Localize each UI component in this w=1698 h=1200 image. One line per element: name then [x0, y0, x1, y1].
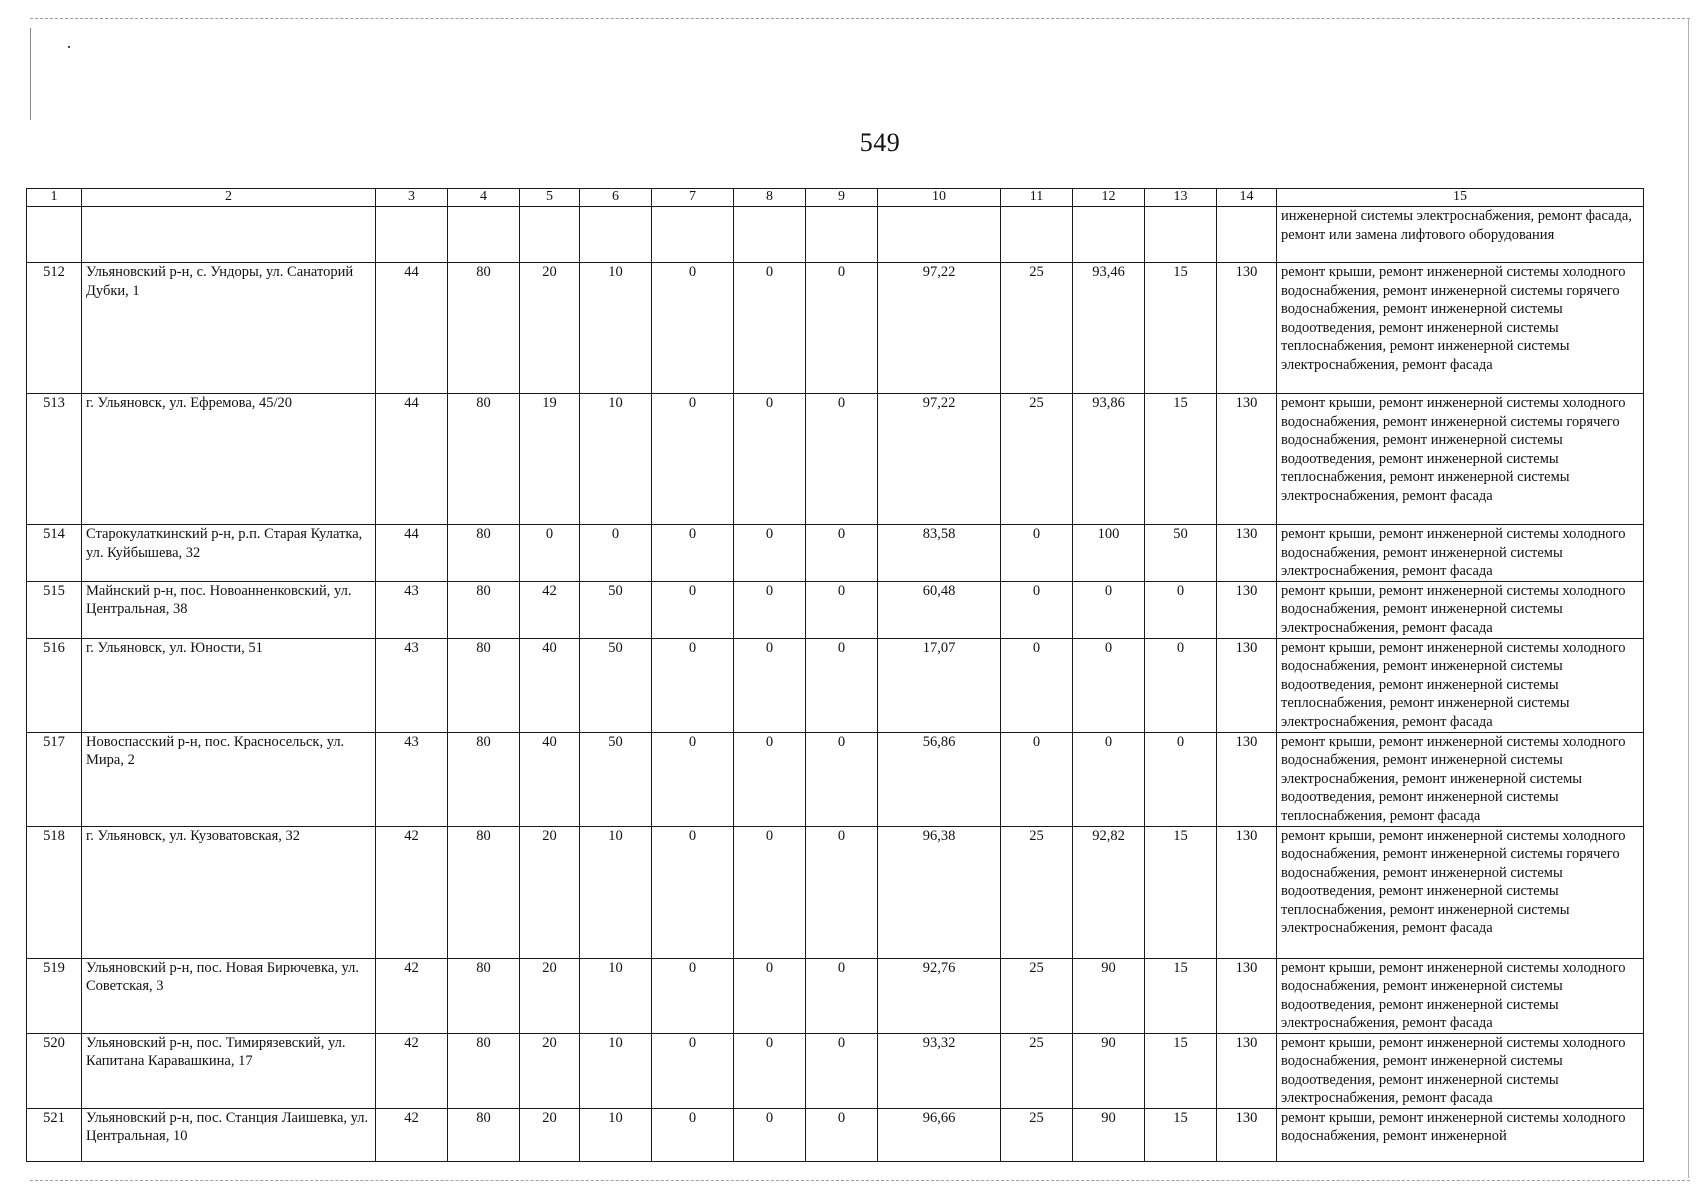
cell-col-3: 42 — [376, 1108, 448, 1161]
cell-col-3: 44 — [376, 525, 448, 582]
cell-col-8: 0 — [734, 525, 806, 582]
cell-col-9: 0 — [806, 1033, 878, 1108]
cell-col-13 — [1145, 207, 1217, 263]
cell-col-14: 130 — [1217, 581, 1277, 638]
cell-col-11: 0 — [1001, 581, 1073, 638]
cell-col-4: 80 — [448, 958, 520, 1033]
cell-col-8: 0 — [734, 581, 806, 638]
cell-col-9: 0 — [806, 958, 878, 1033]
house-address: Ульяновский р-н, с. Ундоры, ул. Санаторий Дубки, 1 — [82, 263, 376, 394]
column-header: 13 — [1145, 189, 1217, 207]
cell-col-10: 97,22 — [878, 263, 1001, 394]
row-number: 517 — [27, 732, 82, 826]
row-number: 513 — [27, 394, 82, 525]
column-header: 14 — [1217, 189, 1277, 207]
cell-col-11: 0 — [1001, 525, 1073, 582]
cell-col-5: 0 — [520, 525, 580, 582]
cell-col-4: 80 — [448, 263, 520, 394]
cell-col-9 — [806, 207, 878, 263]
cell-col-6: 10 — [580, 826, 652, 958]
cell-col-7 — [652, 207, 734, 263]
cell-col-12: 90 — [1073, 1108, 1145, 1161]
column-header: 8 — [734, 189, 806, 207]
repair-works: ремонт крыши, ремонт инженерной системы холодного водоснабжения, ремонт инженерной системы водоотведения, ремонт инженерной системы электроснабжения, ремонт фасада — [1277, 1033, 1644, 1108]
table-row — [27, 958, 1644, 1033]
cell-col-6: 50 — [580, 732, 652, 826]
cell-col-10: 83,58 — [878, 525, 1001, 582]
cell-col-3 — [376, 207, 448, 263]
column-header: 9 — [806, 189, 878, 207]
cell-col-10: 97,22 — [878, 394, 1001, 525]
cell-col-14: 130 — [1217, 525, 1277, 582]
column-number-row — [27, 189, 1644, 207]
row-number: 518 — [27, 826, 82, 958]
cell-col-6: 10 — [580, 1033, 652, 1108]
cell-col-10: 96,66 — [878, 1108, 1001, 1161]
cell-col-12: 0 — [1073, 732, 1145, 826]
cell-col-8: 0 — [734, 263, 806, 394]
cell-col-5: 20 — [520, 1108, 580, 1161]
row-number — [27, 207, 82, 263]
table-row — [27, 1108, 1644, 1161]
cell-col-11: 25 — [1001, 1108, 1073, 1161]
cell-col-4: 80 — [448, 581, 520, 638]
cell-col-7: 0 — [652, 263, 734, 394]
house-address: Майнский р-н, пос. Новоанненковский, ул. Центральная, 38 — [82, 581, 376, 638]
cell-col-7: 0 — [652, 826, 734, 958]
cell-col-12: 100 — [1073, 525, 1145, 582]
cell-col-8: 0 — [734, 826, 806, 958]
column-header: 6 — [580, 189, 652, 207]
house-address: г. Ульяновск, ул. Кузоватовская, 32 — [82, 826, 376, 958]
cell-col-5: 19 — [520, 394, 580, 525]
cell-col-11: 25 — [1001, 394, 1073, 525]
cell-col-7: 0 — [652, 1108, 734, 1161]
table-row — [27, 581, 1644, 638]
table-row — [27, 638, 1644, 732]
cell-col-6: 50 — [580, 638, 652, 732]
cell-col-11: 25 — [1001, 958, 1073, 1033]
table-row — [27, 732, 1644, 826]
scan-edge-bottom — [30, 1180, 1690, 1181]
table-row — [27, 1033, 1644, 1108]
house-address: Ульяновский р-н, пос. Тимирязевский, ул. Капитана Каравашкина, 17 — [82, 1033, 376, 1108]
column-header: 4 — [448, 189, 520, 207]
cell-col-11: 0 — [1001, 638, 1073, 732]
cell-col-11: 25 — [1001, 1033, 1073, 1108]
scan-edge-right — [1688, 18, 1689, 1178]
scan-speck — [68, 46, 70, 48]
row-number: 514 — [27, 525, 82, 582]
cell-col-4: 80 — [448, 826, 520, 958]
cell-col-3: 43 — [376, 732, 448, 826]
cell-col-13: 0 — [1145, 732, 1217, 826]
cell-col-4: 80 — [448, 525, 520, 582]
cell-col-10 — [878, 207, 1001, 263]
column-header: 15 — [1277, 189, 1644, 207]
cell-col-8: 0 — [734, 958, 806, 1033]
cell-col-4: 80 — [448, 732, 520, 826]
cell-col-10: 17,07 — [878, 638, 1001, 732]
repair-works: ремонт крыши, ремонт инженерной системы холодного водоснабжения, ремонт инженерной системы водоотведения, ремонт инженерной системы электроснабжения, ремонт фасада — [1277, 958, 1644, 1033]
cell-col-13: 15 — [1145, 263, 1217, 394]
cell-col-13: 15 — [1145, 1108, 1217, 1161]
row-number: 516 — [27, 638, 82, 732]
column-header: 1 — [27, 189, 82, 207]
cell-col-7: 0 — [652, 525, 734, 582]
cell-col-9: 0 — [806, 263, 878, 394]
table-row — [27, 207, 1644, 263]
column-header: 7 — [652, 189, 734, 207]
cell-col-12: 93,86 — [1073, 394, 1145, 525]
house-address: г. Ульяновск, ул. Ефремова, 45/20 — [82, 394, 376, 525]
cell-col-10: 93,32 — [878, 1033, 1001, 1108]
cell-col-6: 50 — [580, 581, 652, 638]
cell-col-5: 40 — [520, 732, 580, 826]
cell-col-5: 20 — [520, 263, 580, 394]
cell-col-7: 0 — [652, 732, 734, 826]
house-address: Ульяновский р-н, пос. Новая Бирючевка, ул. Советская, 3 — [82, 958, 376, 1033]
cell-col-13: 15 — [1145, 958, 1217, 1033]
cell-col-11: 0 — [1001, 732, 1073, 826]
cell-col-3: 42 — [376, 958, 448, 1033]
housing-repair-table — [26, 188, 1644, 1162]
cell-col-9: 0 — [806, 581, 878, 638]
cell-col-14: 130 — [1217, 1108, 1277, 1161]
cell-col-9: 0 — [806, 638, 878, 732]
cell-col-13: 0 — [1145, 638, 1217, 732]
cell-col-6 — [580, 207, 652, 263]
cell-col-12: 90 — [1073, 1033, 1145, 1108]
page-number: 549 — [859, 128, 901, 157]
cell-col-7: 0 — [652, 638, 734, 732]
cell-col-12: 93,46 — [1073, 263, 1145, 394]
cell-col-11 — [1001, 207, 1073, 263]
column-header: 2 — [82, 189, 376, 207]
cell-col-14: 130 — [1217, 732, 1277, 826]
cell-col-3: 43 — [376, 581, 448, 638]
cell-col-7: 0 — [652, 1033, 734, 1108]
column-header: 3 — [376, 189, 448, 207]
cell-col-5 — [520, 207, 580, 263]
cell-col-10: 56,86 — [878, 732, 1001, 826]
table-row — [27, 263, 1644, 394]
cell-col-8: 0 — [734, 732, 806, 826]
cell-col-13: 50 — [1145, 525, 1217, 582]
cell-col-4: 80 — [448, 1108, 520, 1161]
house-address: Новоспасский р-н, пос. Красносельск, ул. Мира, 2 — [82, 732, 376, 826]
cell-col-8: 0 — [734, 1108, 806, 1161]
cell-col-9: 0 — [806, 732, 878, 826]
cell-col-3: 42 — [376, 1033, 448, 1108]
cell-col-6: 10 — [580, 1108, 652, 1161]
cell-col-14: 130 — [1217, 958, 1277, 1033]
repair-works: ремонт крыши, ремонт инженерной системы холодного водоснабжения, ремонт инженерной системы горячего водоснабжения, ремонт инженерной системы водоотведения, ремонт инженерной системы теплоснабжения, ремонт инженерной системы электроснабжения, ремонт фасада — [1277, 826, 1644, 958]
cell-col-5: 42 — [520, 581, 580, 638]
cell-col-4: 80 — [448, 394, 520, 525]
cell-col-7: 0 — [652, 394, 734, 525]
cell-col-8: 0 — [734, 638, 806, 732]
cell-col-5: 20 — [520, 1033, 580, 1108]
cell-col-10: 96,38 — [878, 826, 1001, 958]
cell-col-3: 43 — [376, 638, 448, 732]
cell-col-6: 0 — [580, 525, 652, 582]
cell-col-9: 0 — [806, 826, 878, 958]
cell-col-13: 15 — [1145, 394, 1217, 525]
house-address: Старокулаткинский р-н, р.п. Старая Кулатка, ул. Куйбышева, 32 — [82, 525, 376, 582]
cell-col-8 — [734, 207, 806, 263]
cell-col-7: 0 — [652, 958, 734, 1033]
table-row — [27, 826, 1644, 958]
row-number: 515 — [27, 581, 82, 638]
cell-col-6: 10 — [580, 958, 652, 1033]
cell-col-5: 20 — [520, 958, 580, 1033]
cell-col-5: 20 — [520, 826, 580, 958]
scan-edge-left — [30, 28, 31, 120]
cell-col-12: 0 — [1073, 638, 1145, 732]
table-row — [27, 525, 1644, 582]
cell-col-13: 0 — [1145, 581, 1217, 638]
cell-col-4 — [448, 207, 520, 263]
cell-col-12: 90 — [1073, 958, 1145, 1033]
cell-col-9: 0 — [806, 525, 878, 582]
cell-col-6: 10 — [580, 394, 652, 525]
cell-col-3: 42 — [376, 826, 448, 958]
row-number: 520 — [27, 1033, 82, 1108]
cell-col-11: 25 — [1001, 826, 1073, 958]
cell-col-10: 92,76 — [878, 958, 1001, 1033]
cell-col-5: 40 — [520, 638, 580, 732]
cell-col-3: 44 — [376, 394, 448, 525]
cell-col-14: 130 — [1217, 263, 1277, 394]
repair-works: ремонт крыши, ремонт инженерной системы холодного водоснабжения, ремонт инженерной — [1277, 1108, 1644, 1161]
cell-col-11: 25 — [1001, 263, 1073, 394]
column-header: 5 — [520, 189, 580, 207]
house-address: Ульяновский р-н, пос. Станция Лаишевка, ул. Центральная, 10 — [82, 1108, 376, 1161]
repair-works: ремонт крыши, ремонт инженерной системы холодного водоснабжения, ремонт инженерной системы горячего водоснабжения, ремонт инженерной системы водоотведения, ремонт инженерной системы теплоснабжения, ремонт инженерной системы электроснабжения, ремонт фасада — [1277, 263, 1644, 394]
cell-col-4: 80 — [448, 1033, 520, 1108]
scan-edge-top — [30, 18, 1690, 19]
cell-col-9: 0 — [806, 1108, 878, 1161]
cell-col-6: 10 — [580, 263, 652, 394]
cell-col-14: 130 — [1217, 826, 1277, 958]
repair-works: инженерной системы электроснабжения, ремонт фасада, ремонт или замена лифтового оборудования — [1277, 207, 1644, 263]
repair-works: ремонт крыши, ремонт инженерной системы холодного водоснабжения, ремонт инженерной системы водоотведения, ремонт инженерной системы теплоснабжения, ремонт инженерной системы электроснабжения, ремонт фасада — [1277, 638, 1644, 732]
column-header: 10 — [878, 189, 1001, 207]
cell-col-14 — [1217, 207, 1277, 263]
cell-col-9: 0 — [806, 394, 878, 525]
cell-col-8: 0 — [734, 394, 806, 525]
cell-col-12 — [1073, 207, 1145, 263]
repair-works: ремонт крыши, ремонт инженерной системы холодного водоснабжения, ремонт инженерной системы электроснабжения, ремонт фасада — [1277, 581, 1644, 638]
cell-col-8: 0 — [734, 1033, 806, 1108]
row-number: 512 — [27, 263, 82, 394]
cell-col-13: 15 — [1145, 826, 1217, 958]
cell-col-14: 130 — [1217, 638, 1277, 732]
cell-col-4: 80 — [448, 638, 520, 732]
repair-works: ремонт крыши, ремонт инженерной системы холодного водоснабжения, ремонт инженерной системы электроснабжения, ремонт инженерной системы водоотведения, ремонт инженерной системы теплоснабжения, ремонт фасада — [1277, 732, 1644, 826]
house-address: г. Ульяновск, ул. Юности, 51 — [82, 638, 376, 732]
house-address — [82, 207, 376, 263]
cell-col-14: 130 — [1217, 394, 1277, 525]
cell-col-13: 15 — [1145, 1033, 1217, 1108]
cell-col-7: 0 — [652, 581, 734, 638]
cell-col-12: 92,82 — [1073, 826, 1145, 958]
repair-works: ремонт крыши, ремонт инженерной системы холодного водоснабжения, ремонт инженерной системы электроснабжения, ремонт фасада — [1277, 525, 1644, 582]
cell-col-14: 130 — [1217, 1033, 1277, 1108]
cell-col-3: 44 — [376, 263, 448, 394]
table-row — [27, 394, 1644, 525]
repair-works: ремонт крыши, ремонт инженерной системы холодного водоснабжения, ремонт инженерной системы горячего водоснабжения, ремонт инженерной системы водоотведения, ремонт инженерной системы теплоснабжения, ремонт инженерной системы электроснабжения, ремонт фасада — [1277, 394, 1644, 525]
column-header: 12 — [1073, 189, 1145, 207]
cell-col-12: 0 — [1073, 581, 1145, 638]
cell-col-10: 60,48 — [878, 581, 1001, 638]
row-number: 521 — [27, 1108, 82, 1161]
row-number: 519 — [27, 958, 82, 1033]
column-header: 11 — [1001, 189, 1073, 207]
